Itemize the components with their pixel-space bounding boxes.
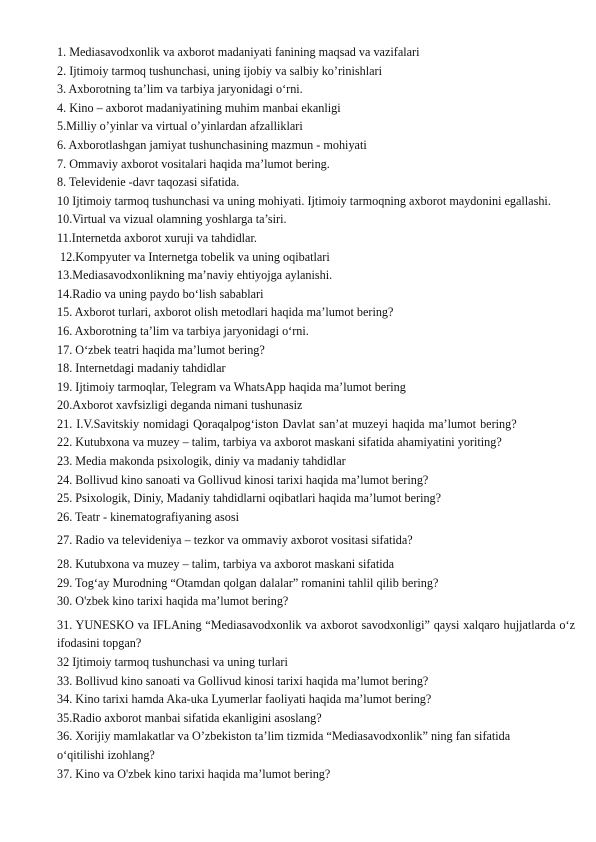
question-item: 31. YUNESKO va IFLAning “Mediasavodxonlik va axborot savodxonligi” qaysi xalqaro hujjatlarda o‘z ifodasini topgan?	[57, 617, 575, 651]
question-item: 26. Teatr - kinematografiyaning asosi	[57, 509, 240, 524]
question-item: 1. Mediasavodxonlik va axborot madaniyati fanining maqsad va vazifalari	[57, 45, 420, 59]
question-item: 4. Kino – axborot madaniyatining muhim manbai ekanligi	[57, 100, 341, 115]
question-item: 15. Axborot turlari, axborot olish metodlari haqida ma’lumot bering?	[57, 305, 394, 320]
question-item: 16. Axborotning ta’lim va tarbiya jaryonidagi o‘rni.	[57, 323, 309, 338]
question-item: 14.Radio va uning paydo bo‘lish sabablari	[57, 286, 264, 301]
question-item: 18. Internetdagi madaniy tahdidlar	[57, 361, 226, 376]
question-item: 34. Kino tarixi hamda Aka-uka Lyumerlar faoliyati haqida ma’lumot bering?	[57, 692, 432, 707]
question-item: 29. Tog‘ay Murodning “Otamdan qolgan dalalar” romanini tahlil qilib bering?	[57, 575, 439, 590]
question-item: 7. Ommaviy axborot vositalari haqida ma’lumot bering.	[57, 156, 330, 171]
question-item: 28. Kutubxona va muzey – talim, tarbiya va axborot maskani sifatida	[57, 557, 395, 572]
question-item: 17. O‘zbek teatri haqida ma’lumot bering?	[57, 342, 265, 357]
question-item: 27. Radio va televideniya – tezkor va ommaviy axborot vositasi sifatida?	[57, 533, 413, 548]
question-item: 24. Bollivud kino sanoati va Gollivud kinosi tarixi haqida ma’lumot bering?	[57, 472, 429, 487]
question-item: 35.Radio axborot manbai sifatida ekanligini asoslang?	[57, 710, 322, 725]
question-item: 36. Xorijiy mamlakatlar va O’zbekiston ta’lim tizmida “Mediasavodxonlik” ning fan sifatida o‘qitilishi izohlang?	[57, 729, 511, 762]
question-item: 3. Axborotning ta’lim va tarbiya jaryonidagi o‘rni.	[57, 82, 303, 97]
question-list	[57, 43, 575, 783]
question-item: 5.Milliy o’yinlar va virtual o’yinlardan afzalliklari	[57, 119, 303, 134]
question-item: 37. Kino va O'zbek kino tarixi haqida ma’lumot bering?	[57, 766, 331, 781]
question-item: 10 Ijtimoiy tarmoq tushunchasi va uning mohiyati. Ijtimoiy tarmoqning axborot maydonini egallashi.	[57, 193, 551, 208]
question-item: 12.Kompyuter va Internetga tobelik va uning oqibatlari	[60, 249, 330, 264]
question-item: 21. I.V.Savitskiy nomidagi Qoraqalpog‘iston Davlat san’at muzeyi haqida ma’lumot bering?	[57, 416, 517, 431]
question-item: 30. O'zbek kino tarixi haqida ma’lumot bering?	[57, 594, 289, 609]
question-item: 2. Ijtimoiy tarmoq tushunchasi, uning ijobiy va salbiy ko’rinishlari	[57, 63, 382, 78]
question-item: 19. Ijtimoiy tarmoqlar, Telegram va WhatsApp haqida ma’lumot bering	[57, 379, 406, 394]
question-item: 10.Virtual va vizual olamning yoshlarga ta’siri.	[57, 212, 287, 227]
question-item: 8. Televidenie -davr taqozasi sifatida.	[57, 175, 240, 190]
question-item: 33. Bollivud kino sanoati va Gollivud kinosi tarixi haqida ma’lumot bering?	[57, 673, 429, 688]
question-item: 22. Kutubxona va muzey – talim, tarbiya va axborot maskani sifatida ahamiyatini yoriting?	[57, 435, 502, 450]
question-item: 6. Axborotlashgan jamiyat tushunchasining mazmun - mohiyati	[57, 137, 367, 152]
question-item: 20.Axborot xavfsizligi deganda nimani tushunasiz	[57, 398, 303, 413]
question-item: 11.Internetda axborot xuruji va tahdidlar.	[57, 230, 257, 245]
question-item: 23. Media makonda psixologik, diniy va madaniy tahdidlar	[57, 454, 346, 469]
question-item: 25. Psixologik, Diniy, Madaniy tahdidlarni oqibatlari haqida ma’lumot bering?	[57, 491, 442, 506]
question-item: 32 Ijtimoiy tarmoq tushunchasi va uning turlari	[57, 655, 288, 669]
question-item: 13.Mediasavodxonlikning ma’naviy ehtiyojga aylanishi.	[57, 268, 333, 283]
